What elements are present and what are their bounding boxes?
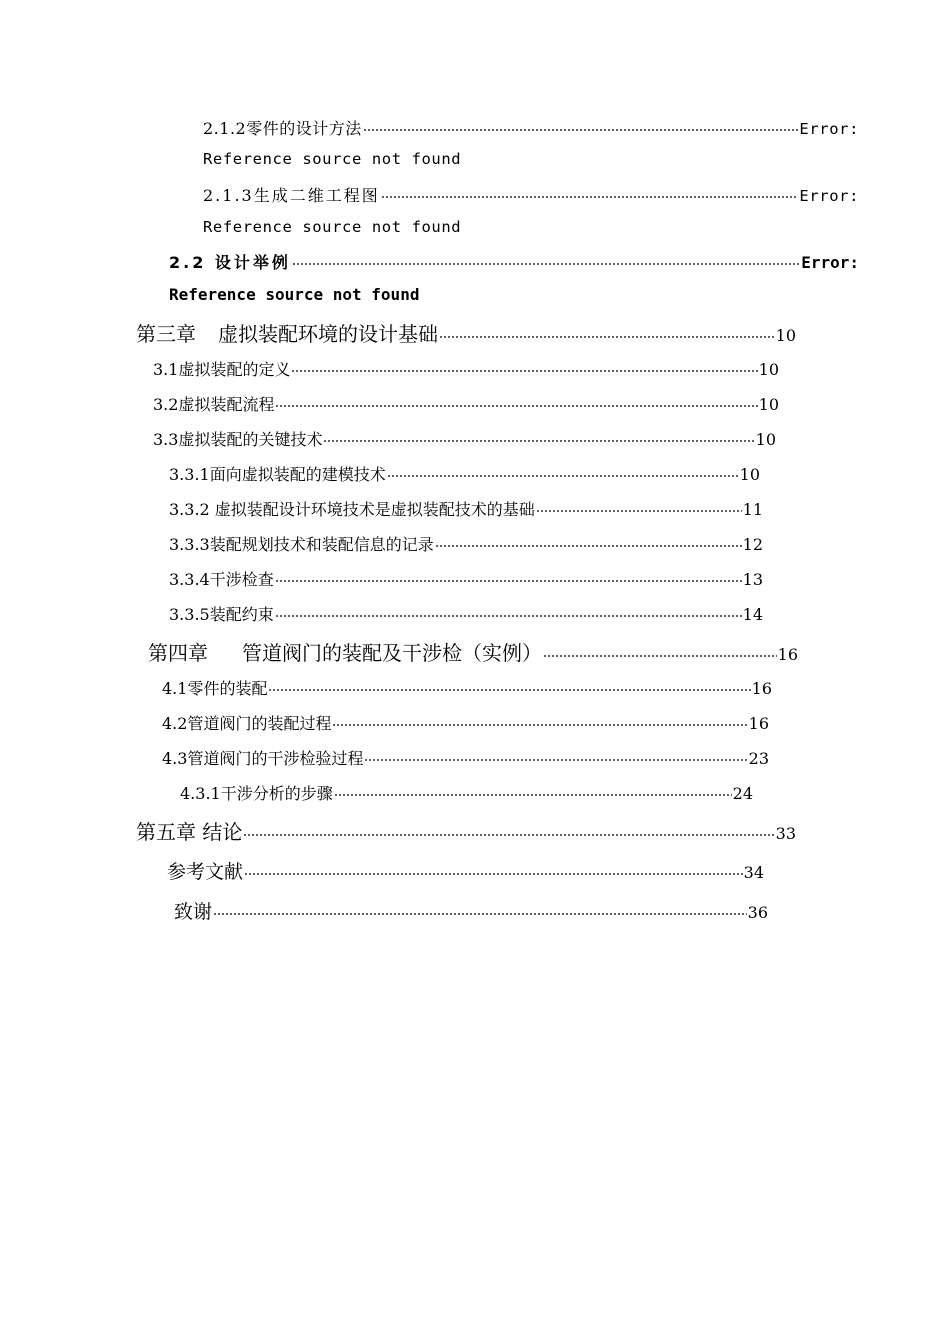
toc-entry-page: Error: (801, 253, 859, 272)
toc-entry-3-2 (153, 392, 779, 415)
toc-chapter-3 (136, 318, 796, 347)
toc-entry-page: 23 (748, 749, 769, 768)
dot-leader (323, 440, 754, 442)
dot-leader (334, 794, 732, 796)
toc-entry-page: 34 (743, 863, 764, 882)
toc-entry-3-3-2 (169, 497, 763, 520)
toc-entry-label: 致谢 (174, 901, 213, 923)
dot-leader (275, 615, 742, 617)
toc-entry-page: 10 (739, 465, 760, 484)
toc-entry-page: 24 (732, 784, 753, 803)
toc-entry-4-2 (162, 711, 769, 734)
dot-leader (435, 545, 742, 547)
toc-acknowledgements (174, 897, 768, 924)
chapter-number: 第四章 (148, 641, 208, 665)
toc-entry-label: 2.1.2零件的设计方法 (203, 119, 362, 138)
toc-entry-3-3-3 (169, 532, 763, 555)
toc-entry-page: 10 (775, 326, 796, 345)
toc-entry-page: Error: (799, 120, 859, 138)
dot-leader (364, 759, 747, 761)
dot-leader (363, 129, 799, 131)
toc-entry-4-3-1 (180, 781, 753, 804)
toc-entry-2-2 (169, 250, 859, 273)
dot-leader (291, 370, 757, 372)
toc-entry-page: 10 (758, 395, 779, 414)
toc-entry-error-text: Reference source not found (203, 150, 462, 168)
toc-entry-label: 2.1.3生成二维工程图 (203, 186, 380, 205)
dot-leader (381, 196, 799, 198)
toc-entry-4-3 (162, 746, 769, 769)
toc-entry-label: 3.3.2 虚拟装配设计环境技术是虚拟装配技术的基础 (169, 500, 535, 519)
toc-entry-label: 4.2管道阀门的装配过程 (162, 714, 332, 733)
toc-entry-label: 3.1虚拟装配的定义 (153, 360, 291, 379)
dot-leader (387, 475, 739, 477)
toc-entry-page: 36 (747, 903, 768, 922)
toc-entry-label: 3.3虚拟装配的关键技术 (153, 430, 323, 449)
chapter-title: 第五章 结论 (136, 820, 243, 844)
toc-entry-3-3 (153, 427, 776, 450)
toc-entry-label: 2.2 设计举例 (169, 253, 291, 272)
toc-entry-label: 3.3.5装配约束 (169, 605, 274, 624)
toc-entry-page: 10 (755, 430, 776, 449)
toc-entry-page: 14 (742, 605, 763, 624)
dot-leader (244, 873, 743, 875)
dot-leader (275, 580, 742, 582)
toc-entry-page: 16 (777, 645, 798, 664)
toc-entry-page: 11 (742, 500, 763, 519)
dot-leader (332, 724, 747, 726)
toc-entry-label: 3.3.1面向虚拟装配的建模技术 (169, 465, 386, 484)
toc-references (167, 857, 764, 884)
toc-entry-label: 3.2虚拟装配流程 (153, 395, 275, 414)
toc-entry-page: 33 (775, 824, 796, 843)
dot-leader (268, 689, 750, 691)
toc-entry-page: 12 (742, 535, 763, 554)
toc-entry-3-3-5 (169, 602, 763, 625)
toc-entry-label: 4.3管道阀门的干涉检验过程 (162, 749, 364, 768)
toc-entry-label: 4.1零件的装配 (162, 679, 268, 698)
toc-entry-label: 3.3.3装配规划技术和装配信息的记录 (169, 535, 434, 554)
toc-entry-3-1 (153, 357, 779, 380)
dot-leader (543, 655, 777, 657)
toc-entry-2-1-2 (203, 116, 859, 139)
toc-entry-page: Error: (799, 187, 859, 205)
toc-chapter-4 (148, 637, 798, 666)
chapter-number: 第三章 (136, 322, 196, 346)
chapter-title: 管道阀门的装配及干涉检（实例） (242, 641, 542, 665)
dot-leader (275, 405, 757, 407)
toc-entry-page: 13 (742, 570, 763, 589)
toc-entry-3-3-1 (169, 462, 760, 485)
toc-entry-page: 16 (751, 679, 772, 698)
toc-chapter-5 (136, 816, 796, 845)
dot-leader (213, 913, 747, 915)
dot-leader (536, 510, 742, 512)
toc-entry-2-1-3 (203, 183, 859, 206)
dot-leader (292, 263, 800, 265)
dot-leader (439, 336, 775, 338)
toc-entry-3-3-4 (169, 567, 763, 590)
toc-entry-error-text: Reference source not found (203, 218, 462, 236)
toc-entry-label: 参考文献 (167, 861, 244, 883)
chapter-title: 虚拟装配环境的设计基础 (218, 322, 438, 346)
toc-entry-label: 3.3.4干涉检查 (169, 570, 274, 589)
toc-entry-4-1 (162, 676, 772, 699)
toc-entry-page: 10 (758, 360, 779, 379)
toc-entry-error-text: Reference source not found (169, 285, 420, 304)
toc-entry-label: 4.3.1干涉分析的步骤 (180, 784, 333, 803)
toc-entry-page: 16 (748, 714, 769, 733)
dot-leader (243, 834, 774, 836)
